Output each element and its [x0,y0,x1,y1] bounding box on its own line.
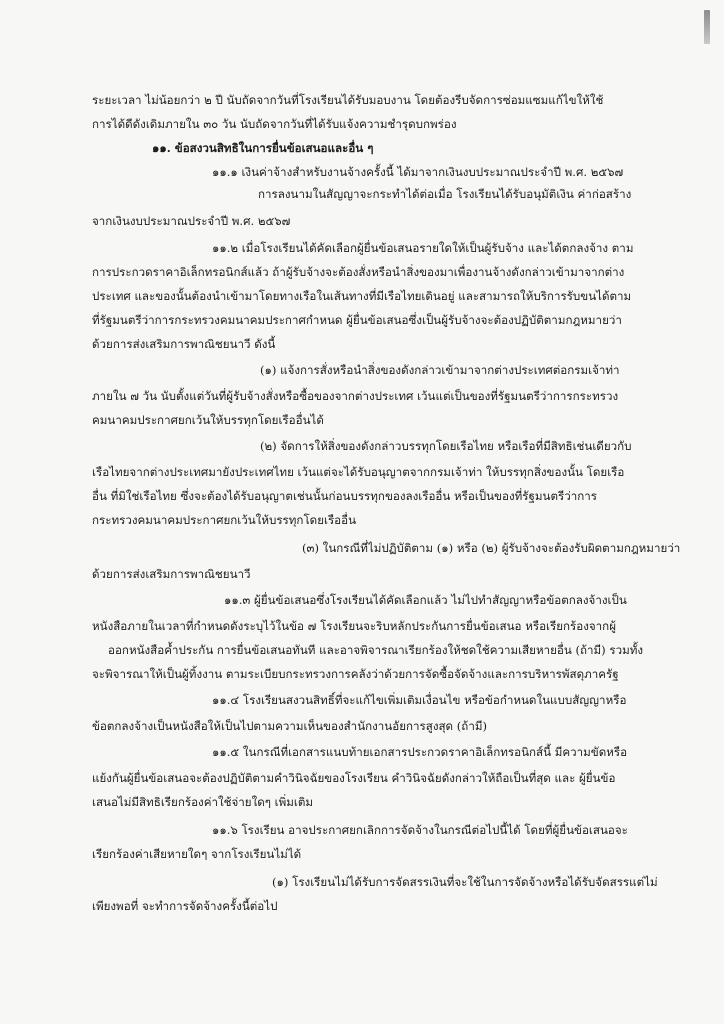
item-2-line-1: (๒) จัดการให้สิ่งของดังกล่าวบรรทุกโดยเรือไทย หรือเรือที่มีสิทธิเช่นเดียวกับ [260,439,632,453]
clause-11-1-line-1: ๑๑.๑ เงินค่าจ้างสำหรับงานจ้างครั้งนี้ ได้มาจากเงินงบประมาณประจำปี พ.ศ. ๒๕๖๗ [212,165,624,179]
clause-11-4-line-1: ๑๑.๔ โรงเรียนสงวนสิทธิ์ที่จะแก้ไขเพิ่มเติมเงื่อนไข หรือข้อกำหนดในแบบสัญญาหรือ [212,693,627,707]
clause-11-3-line-1: ๑๑.๓ ผู้ยื่นข้อเสนอซึ่งโรงเรียนได้คัดเลือกแล้ว ไม่ไปทำสัญญาหรือข้อตกลงจ้างเป็น [224,593,627,607]
clause-11-4-line-2: ข้อตกลงจ้างเป็นหนังสือให้เป็นไปตามความเห็นของสำนักงานอัยการสูงสุด (ถ้ามี) [92,719,487,733]
item-2-line-2: เรือไทยจากต่างประเทศมายังประเทศไทย เว้นแต่จะได้รับอนุญาตจากกรมเจ้าท่า ให้บรรทุกสิ่งของนั้น โดยเรือ [92,465,625,479]
body-line-1: ระยะเวลา ไม่น้อยกว่า ๒ ปี นับถัดจากวันที่โรงเรียนได้รับมอบงาน โดยต้องรีบจัดการซ่อมแซมแก้ไขให้ใช้ [92,93,604,107]
section-heading-11: ๑๑. ข้อสงวนสิทธิในการยื่นข้อเสนอและอื่น ๆ [152,141,374,155]
clause-11-3-line-3: ออกหนังสือค้ำประกัน การยื่นข้อเสนอทันที และอาจพิจารณาเรียกร้องให้ชดใช้ความเสียหายอื่น (ถ้ามี) รวมทั้ง [108,643,644,657]
clause-11-5-line-2: แย้งกันผู้ยื่นข้อเสนอจะต้องปฏิบัติตามคำวินิจฉัยของโรงเรียน คำวินิจฉัยดังกล่าวให้ถือเป็นที่สุด และ ผู้ยื่นข้อ [92,771,616,785]
clause-11-6-line-1: ๑๑.๖ โรงเรียน อาจประกาศยกเลิกการจัดจ้างในกรณีต่อไปนี้ได้ โดยที่ผู้ยื่นข้อเสนอจะ [212,823,628,837]
clause-11-5-line-1: ๑๑.๕ ในกรณีที่เอกสารแนบท้ายเอกสารประกวดราคาอิเล็กทรอนิกส์นี้ มีความขัดหรือ [212,745,628,759]
item-2-line-4: กระทรวงคมนาคมประกาศยกเว้นให้บรรทุกโดยเรืออื่น [92,513,357,527]
item-6-1-line-1: (๑) โรงเรียนไม่ได้รับการจัดสรรเงินที่จะใช้ในการจัดจ้างหรือได้รับจัดสรรแต่ไม่ [272,875,658,889]
clause-11-5-line-3: เสนอไม่มีสิทธิเรียกร้องค่าใช้จ่ายใดๆ เพิ่มเติม [92,795,314,809]
clause-11-2-line-1: ๑๑.๒ เมื่อโรงเรียนได้คัดเลือกผู้ยื่นข้อเสนอรายใดให้เป็นผู้รับจ้าง และได้ตกลงจ้าง ตาม [212,241,634,255]
clause-11-2-line-3: ประเทศ และของนั้นต้องนำเข้ามาโดยทางเรือในเส้นทางที่มีเรือไทยเดินอยู่ และสามารถให้บริการรับขนได้ตาม [92,289,632,303]
item-3-line-1: (๓) ในกรณีที่ไม่ปฏิบัติตาม (๑) หรือ (๒) ผู้รับจ้างจะต้องรับผิดตามกฎหมายว่า [302,541,681,555]
clause-11-3-line-2: หนังสือภายในเวลาที่กำหนดดังระบุไว้ในข้อ ๗ โรงเรียนจะริบหลักประกันการยื่นข้อเสนอ หรือเรียกร้องจากผู้ [92,619,617,633]
clause-11-6-line-2: เรียกร้องค่าเสียหายใดๆ จากโรงเรียนไม่ได้ [92,847,302,861]
item-2-line-3: อื่น ที่มิใช่เรือไทย ซึ่งจะต้องได้รับอนุญาตเช่นนั้นก่อนบรรทุกของลงเรืออื่น หรือเป็นของที่รัฐมนตรีว่าการ [92,489,597,503]
staple-mark [704,10,710,44]
clause-11-2-line-5: ด้วยการส่งเสริมการพาณิชยนาวี ดังนี้ [92,337,276,351]
item-1-line-1: (๑) แจ้งการสั่งหรือนำสิ่งของดังกล่าวเข้ามาจากต่างประเทศต่อกรมเจ้าท่า [260,363,620,377]
item-1-line-2: ภายใน ๗ วัน นับตั้งแต่วันที่ผู้รับจ้างสั่งหรือซื้อของจากต่างประเทศ เว้นแต่เป็นของที่รัฐมนตรีว่าการกระทรวง [92,389,619,403]
item-6-1-line-2: เพียงพอที่ จะทำการจัดจ้างครั้งนี้ต่อไป [92,899,278,913]
item-3-line-2: ด้วยการส่งเสริมการพาณิชยนาวี [92,567,251,581]
clause-11-1-line-3: จากเงินงบประมาณประจำปี พ.ศ. ๒๕๖๗ [92,214,291,228]
item-1-line-3: คมนาคมประกาศยกเว้นให้บรรทุกโดยเรืออื่นได้ [92,413,324,427]
clause-11-2-line-4: ที่รัฐมนตรีว่าการกระทรวงคมนาคมประกาศกำหนด ผู้ยื่นข้อเสนอซึ่งเป็นผู้รับจ้างจะต้องปฏิบัติตามกฎหมายว่า [92,313,622,327]
clause-11-1-line-2: การลงนามในสัญญาจะกระทำได้ต่อเมื่อ โรงเรียนได้รับอนุมัติเงิน ค่าก่อสร้าง [258,187,632,201]
clause-11-2-line-2: การประกวดราคาอิเล็กทรอนิกส์แล้ว ถ้าผู้รับจ้างจะต้องสั่งหรือนำสิ่งของมาเพื่องานจ้างดังกล่าวเข้ามาจากต่าง [92,265,625,279]
body-line-2: การได้ดีดังเดิมภายใน ๓๐ วัน นับถัดจากวันที่ได้รับแจ้งความชำรุดบกพร่อง [92,117,457,131]
clause-11-3-line-4: จะพิจารณาให้เป็นผู้ทิ้งงาน ตามระเบียบกระทรวงการคลังว่าด้วยการจัดซื้อจัดจ้างและการบริหารพัสดุภาครัฐ [92,667,619,681]
